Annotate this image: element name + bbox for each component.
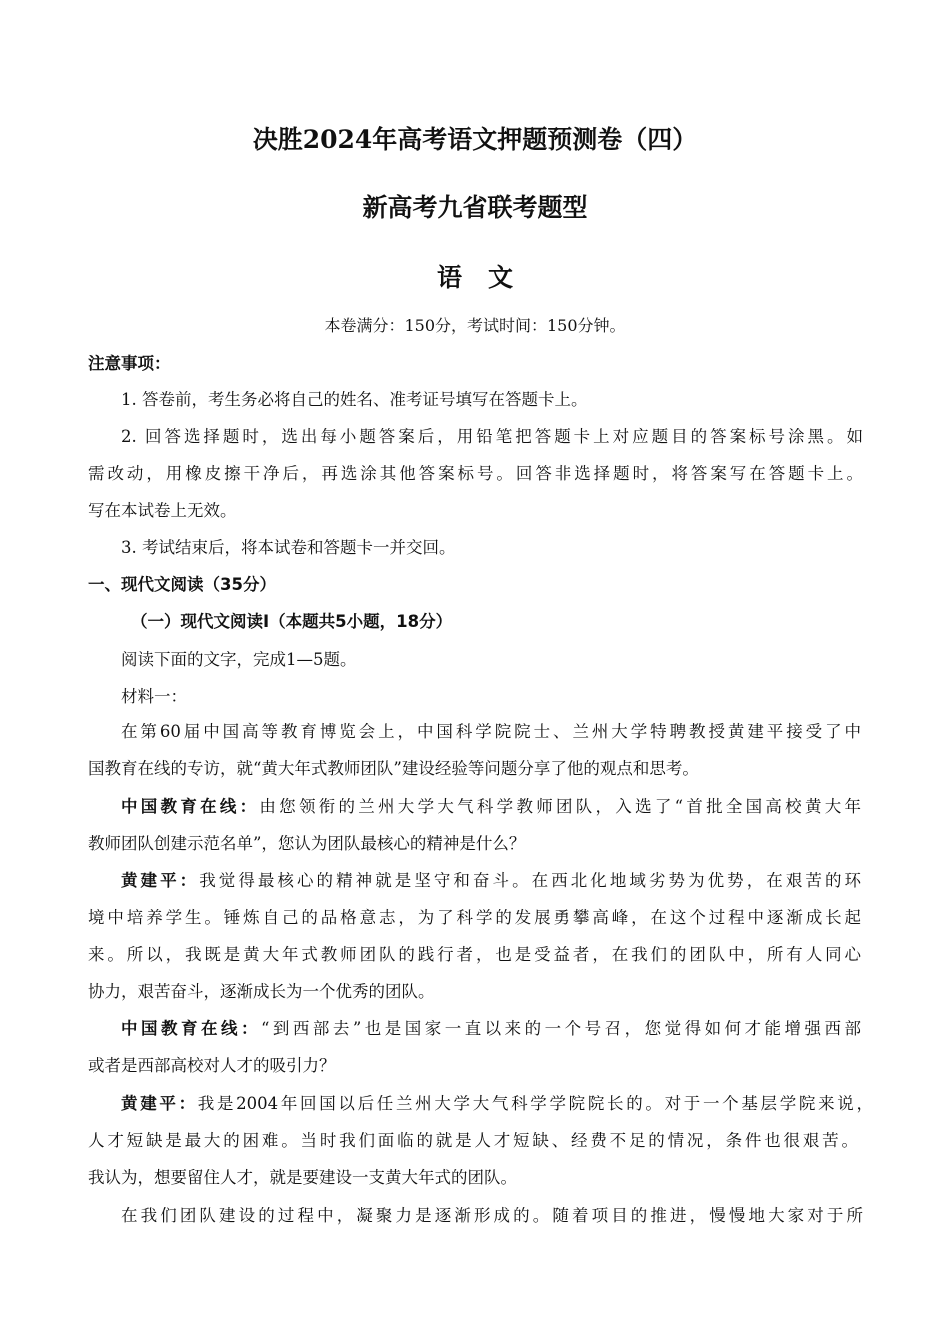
material-label: 材料一：: [121, 687, 187, 706]
section-subheading: [131, 610, 911, 634]
speaker-label: 黄建平：: [121, 871, 200, 890]
subject-title: 语文: [436, 263, 539, 292]
notice-line: 2. 回答选择题时，选出每小题答案后，用铅笔把答题卡上对应题目的答案标号涂黑。如: [121, 427, 863, 446]
passage-text: 由您领衔的兰州大学大气科学教师团队，入选了“首批全国高校黄大年: [259, 797, 862, 816]
passage-line: 人才短缺是最大的困难。当时我们面临的就是人才短缺、经费不足的情况，条件也很艰苦。: [88, 1131, 858, 1150]
passage-line: 在第60届中国高等教育博览会上，中国科学院院士、兰州大学特聘教授黄建平接受了中: [121, 722, 861, 741]
notice-heading: 注意事项：: [88, 354, 171, 373]
passage-line: 教师团队创建示范名单”，您认为团队最核心的精神是什么？: [88, 834, 526, 853]
speaker-label: 中国教育在线：: [121, 1019, 261, 1038]
passage-line: [121, 1092, 873, 1116]
notice-line: 1. 答卷前，考生务必将自己的姓名、准考证号填写在答题卡上。: [121, 390, 588, 409]
section-heading: 一、现代文阅读（35分）: [88, 575, 276, 594]
passage-line: 来。所以，我既是黄大年式教师团队的践行者，也是受益者，在我们的团队中，所有人同心: [88, 945, 861, 964]
passage-line: 在我们团队建设的过程中，凝聚力是逐渐形成的。随着项目的推进，慢慢地大家对于所: [121, 1206, 863, 1225]
section-subheading-text: （一）现代文阅读I（本题共5小题，18分）: [131, 612, 453, 631]
exam-subtitle: 新高考九省联考题型: [362, 193, 588, 222]
passage-text: 我觉得最核心的精神就是坚守和奋斗。在西北化地域劣势为优势，在艰苦的环: [199, 871, 862, 890]
passage-text: “到西部去”也是国家一直以来的一个号召，您觉得如何才能增强西部: [260, 1019, 862, 1038]
passage-line: [121, 1017, 861, 1041]
notice-line: 写在本试卷上无效。: [88, 501, 237, 520]
passage-text: 我是2004年回国以后任兰州大学大气科学学院院长的。对于一个基层学院来说，: [197, 1094, 874, 1113]
passage-line: [121, 869, 861, 893]
passage-line: 或者是西部高校对人才的吸引力？: [88, 1056, 336, 1075]
passage-line: 国教育在线的专访，就“黄大年式教师团队”建设经验等问题分享了他的观点和思考。: [88, 759, 699, 778]
passage-line: 我认为，想要留住人才，就是要建设一支黄大年式的团队。: [88, 1168, 517, 1187]
exam-title: 决胜2024年高考语文押题预测卷（四）: [252, 125, 698, 154]
passage-line: 境中培养学生。锤炼自己的品格意志，为了科学的发展勇攀高峰，在这个过程中逐渐成长起: [88, 908, 861, 927]
reading-instruction: 阅读下面的文字，完成1—5题。: [121, 650, 357, 669]
speaker-label: 黄建平：: [121, 1094, 198, 1113]
passage-line: 协力，艰苦奋斗，逐渐成长为一个优秀的团队。: [88, 982, 435, 1001]
exam-info: 本卷满分：150分，考试时间：150分钟。: [324, 316, 626, 335]
notice-line: 需改动，用橡皮擦干净后，再选涂其他答案标号。回答非选择题时，将答案写在答题卡上。: [88, 464, 863, 483]
speaker-label: 中国教育在线：: [121, 797, 260, 816]
passage-line: [121, 795, 861, 819]
notice-line: 3. 考试结束后，将本试卷和答题卡一并交回。: [121, 538, 456, 557]
